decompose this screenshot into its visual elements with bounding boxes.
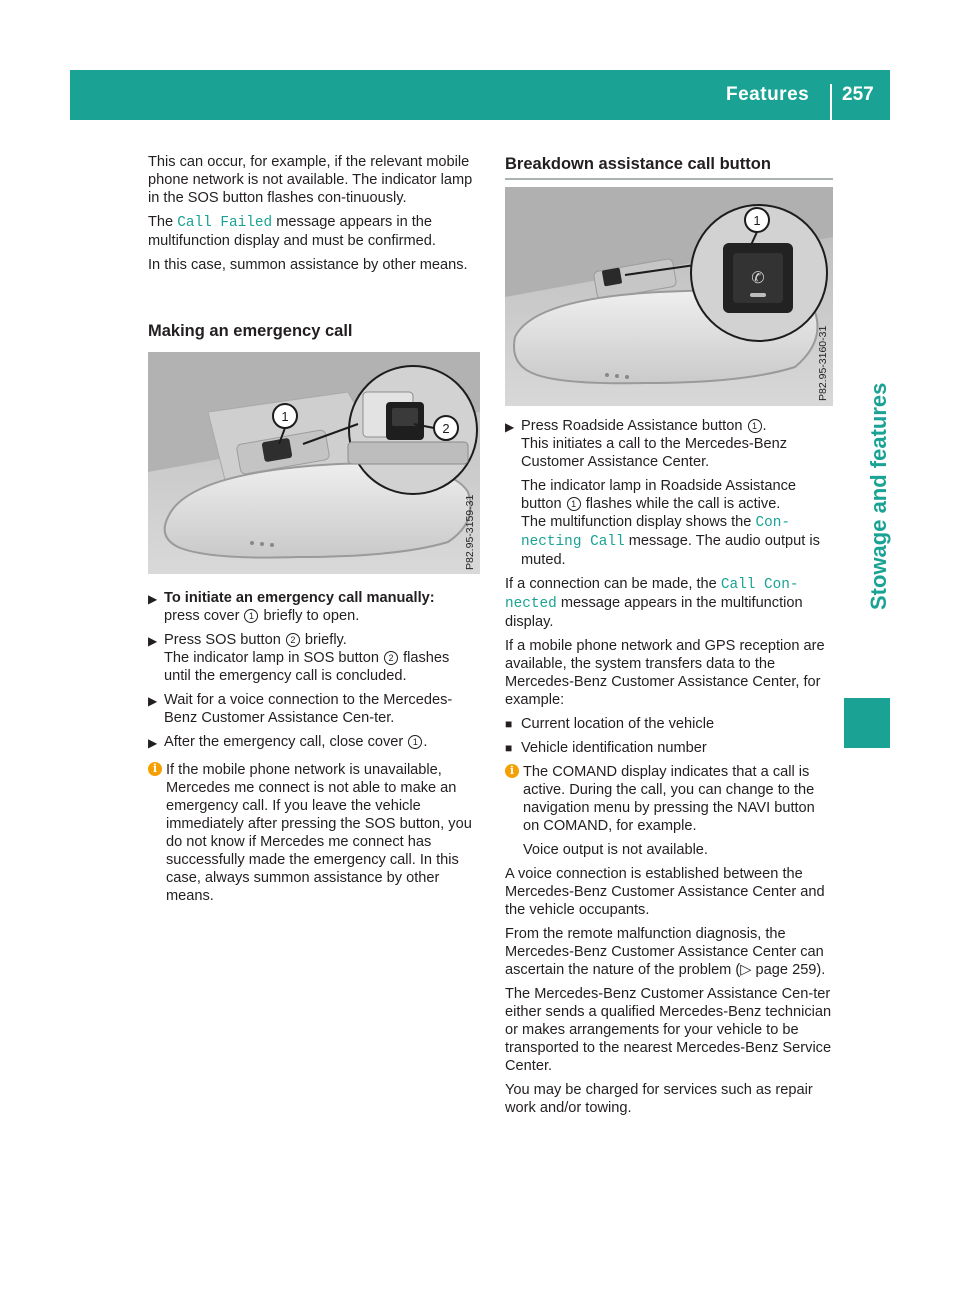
- paragraph-call-connected: If a connection can be made, the Call Con-nected message appears in the multifunction display.: [505, 576, 803, 630]
- callout-2-icon: 2: [286, 633, 300, 647]
- intro-paragraph-2: The Call Failed message appears in the multifunction display and must be confirmed.: [148, 214, 436, 249]
- callout-1-icon: 1: [748, 419, 762, 433]
- phone-wrench-icon: ✆: [751, 268, 765, 287]
- list-item: ■ Current location of the vehicle: [505, 716, 715, 732]
- step-press-sos: ▶ Press SOS button 2 briefly. The indicator lamp in SOS button 2 flashes until the emergency call is concluded.: [148, 632, 450, 684]
- step-close-cover: ▶ After the emergency call, close cover 1 .: [148, 734, 428, 750]
- step-arrow-icon: ▶: [505, 420, 515, 434]
- side-tab-label: Stowage and features: [866, 382, 891, 610]
- roadside-button-illustration: [505, 187, 833, 406]
- paragraph-remote-diagnosis: From the remote malfunction diagnosis, the Mercedes-Benz Customer Assistance Center can ascertain the nature of the problem (▷ page 259).: [505, 926, 826, 978]
- header-divider: [830, 84, 832, 120]
- info-icon: i: [505, 764, 519, 778]
- side-tab-marker: [844, 698, 890, 748]
- left-column-intro: [148, 153, 478, 280]
- callout-1-icon: 1: [567, 497, 581, 511]
- section-rule: [505, 178, 833, 180]
- left-steps: [148, 589, 480, 911]
- page-ref-arrow-icon: ▷: [740, 962, 752, 978]
- section-heading-emergency-call: Making an emergency call: [148, 322, 353, 340]
- step-arrow-icon: ▶: [148, 634, 158, 648]
- bullet-icon: ■: [505, 741, 513, 755]
- paragraph-voice-connection: A voice connection is established between the Mercedes-Benz Customer Assistance Center and the vehicle occupants.: [505, 866, 825, 918]
- list-item: ■ Vehicle identification number: [505, 740, 707, 756]
- callout-1-marker: 1: [753, 213, 761, 228]
- right-text: [505, 417, 835, 1123]
- emergency-call-figure: [148, 352, 480, 574]
- paragraph-technician: The Mercedes-Benz Customer Assistance Cen-ter either sends a qualified Mercedes-Benz technician or makes arrangements for your vehicle to be transported to the nearest Mercedes-Benz Service Center.: [505, 986, 832, 1074]
- call-connected-message: Call Con-nected: [505, 577, 799, 612]
- section-heading-breakdown: Breakdown assistance call button: [505, 155, 771, 173]
- step-arrow-icon: ▶: [148, 694, 158, 708]
- call-failed-message: Call Failed: [177, 215, 273, 231]
- step-wait-voice: ▶ Wait for a voice connection to the Mercedes-Benz Customer Assistance Cen-ter.: [148, 692, 453, 726]
- info-note-right: i The COMAND display indicates that a call is active. During the call, you can change to the navigation menu by pressing the NAVI button on COMAND, for example. Voice output is not available.: [505, 763, 835, 859]
- bullet-icon: ■: [505, 717, 513, 731]
- callout-1-icon: 1: [408, 735, 422, 749]
- callout-2-icon: 2: [384, 651, 398, 665]
- paragraph-data-transfer: If a mobile phone network and GPS reception are available, the system transfers data to the Mercedes-Benz Customer Assistance Center, for example:: [505, 638, 825, 708]
- intro-paragraph-1: This can occur, for example, if the relevant mobile phone network is not available. The indicator lamp in the SOS button flashes con-tinuously.: [148, 154, 473, 206]
- info-icon: i: [148, 762, 162, 776]
- connecting-call-message: Con-necting Call: [521, 515, 790, 550]
- figure-code-right: P82.95-3160-31: [817, 325, 829, 401]
- callout-2-marker: 2: [442, 421, 450, 436]
- callout-1-icon: 1: [244, 609, 258, 623]
- step-arrow-icon: ▶: [148, 592, 158, 606]
- overhead-console-illustration: [148, 352, 480, 574]
- step-arrow-icon: ▶: [148, 736, 158, 750]
- page-section-title: Features: [726, 84, 810, 105]
- step-press-roadside: ▶ Press Roadside Assistance button 1 . This initiates a call to the Mercedes-Benz Customer Assistance Center. The indicator lamp in Roadside Assistance button 1 flashes while the call is active. The multifunction display shows the Con-necting Call message. The audio output is muted.: [505, 418, 820, 568]
- breakdown-button-figure: [505, 187, 833, 406]
- step-initiate-call: ▶ To initiate an emergency call manually: press cover 1 briefly to open.: [148, 590, 435, 624]
- page-number: 257: [842, 84, 874, 105]
- figure-code-left: P82.95-3159-31: [464, 494, 476, 570]
- callout-1-marker: 1: [281, 409, 289, 424]
- intro-paragraph-3: In this case, summon assistance by other means.: [148, 257, 468, 273]
- paragraph-charges: You may be charged for services such as repair work and/or towing.: [505, 1082, 813, 1116]
- info-note-left: i If the mobile phone network is unavailable, Mercedes me connect is not able to make an emergency call. If you leave the vehicle immediately after pressing the SOS button, you do not know if Mercedes me connect has successfully made the emergency call. In this case, always summon assistance by other means.: [148, 761, 480, 905]
